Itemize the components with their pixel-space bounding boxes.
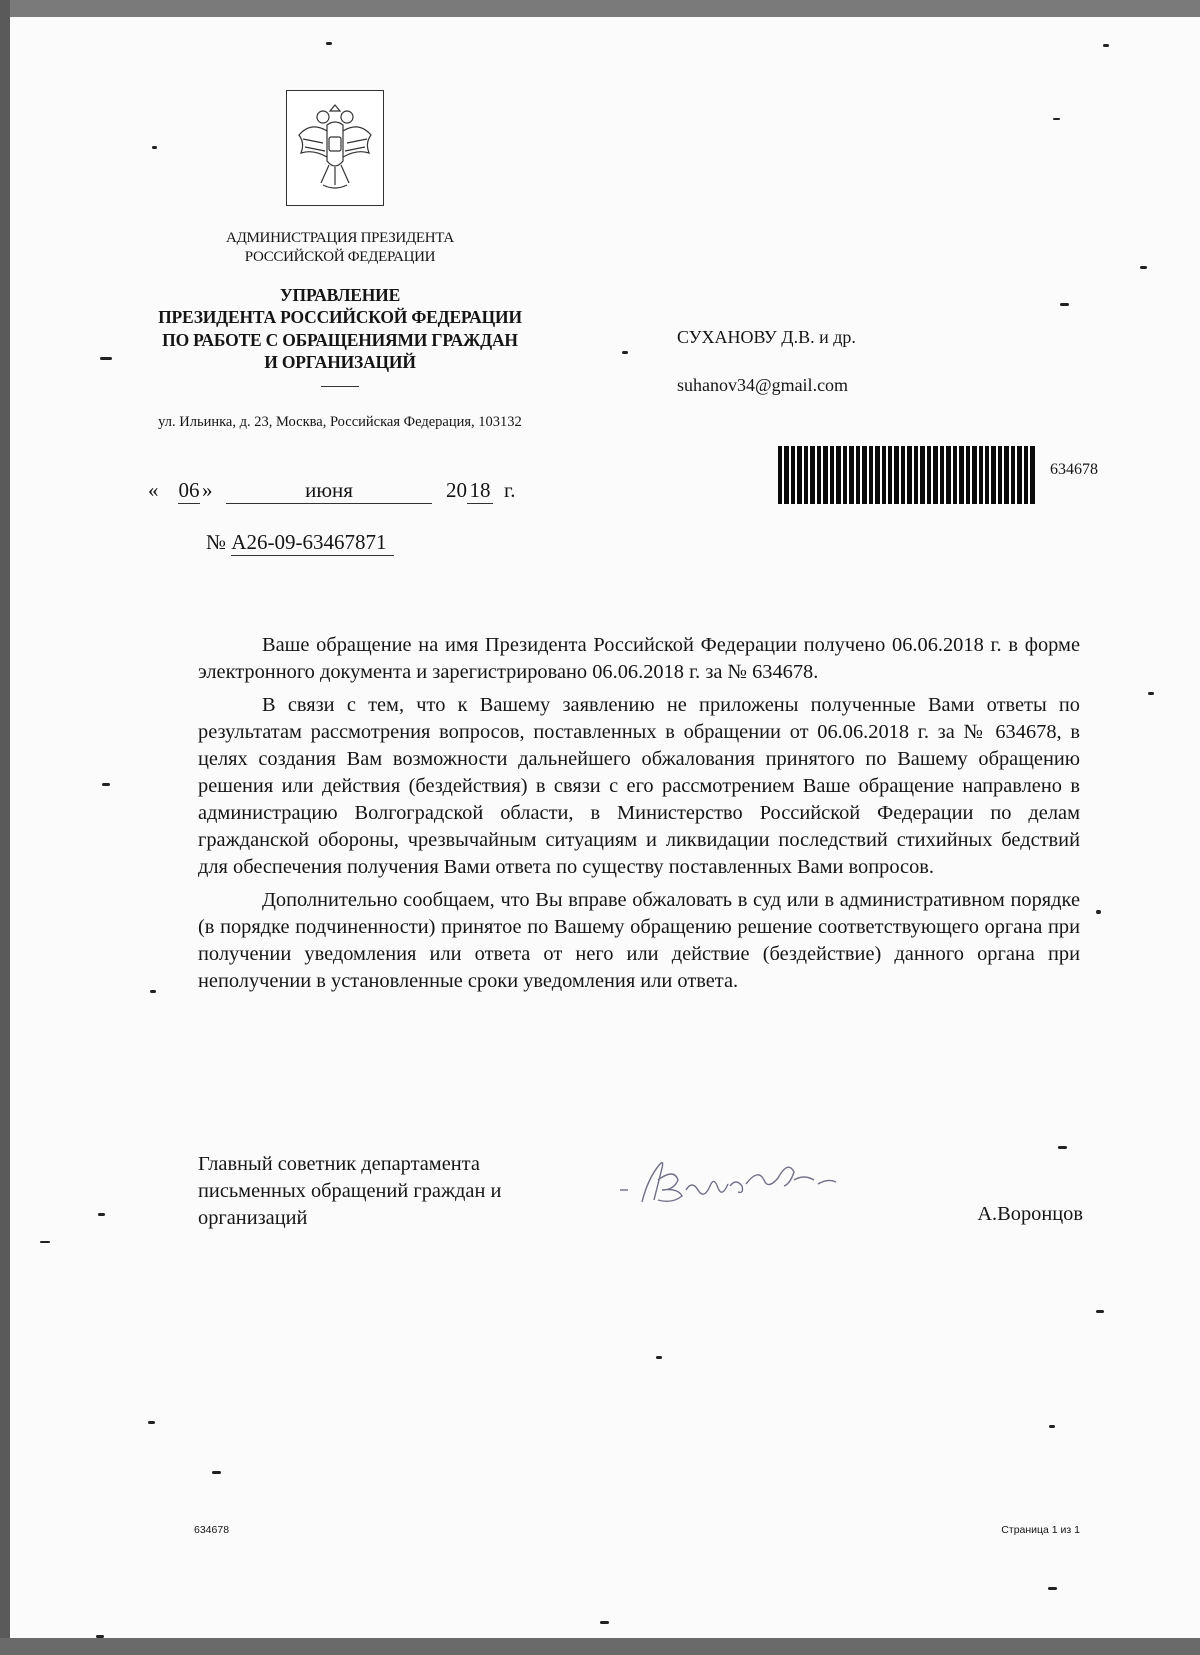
scan-speck: [326, 42, 332, 45]
scan-speck: [152, 146, 157, 149]
scan-speck: [1053, 118, 1060, 120]
date-century: 20: [446, 478, 467, 502]
scan-speck: [212, 1471, 221, 1474]
signer-title-line-2: письменных обращений граждан и: [198, 1180, 502, 1202]
signer-title: [198, 1151, 501, 1232]
department-line-3: ПО РАБОТЕ С ОБРАЩЕНИЯМИ ГРАЖДАН: [162, 330, 518, 350]
barcode-number: 634678: [1050, 461, 1098, 478]
scan-edge-bottom: [0, 1638, 1200, 1655]
scan-speck: [150, 990, 156, 993]
scan-speck: [1148, 692, 1154, 695]
recipient-email: suhanov34@gmail.com: [677, 375, 849, 395]
scan-speck: [1096, 1310, 1104, 1313]
scan-speck: [1103, 44, 1109, 47]
department-line-4: И ОРГАНИЗАЦИЙ: [264, 352, 416, 372]
administration-line-1: АДМИНИСТРАЦИЯ ПРЕЗИДЕНТА: [226, 230, 454, 246]
scan-speck: [622, 351, 628, 354]
scan-speck: [1060, 303, 1069, 306]
scan-speck: [148, 1421, 155, 1424]
barcode-graphic: [778, 446, 1035, 504]
administration-line-2: РОССИЙСКОЙ ФЕДЕРАЦИИ: [244, 249, 436, 265]
date-month: июня: [226, 478, 432, 504]
date-open-quote: «: [148, 478, 159, 502]
scan-speck: [600, 1621, 609, 1624]
body-paragraph-2: В связи с тем, что к Вашему заявлению не приложены полученные Вами ответы по результатам рассмотрения вопросов, поставленных в обращении от 06.06.2018 г. за № 634678, в целях создания Вам возможности дальнейшего обжалования принятого по Вашему обращению решения или действия (бездействия) в связи с его рассмотрением Ваше обращение направлено в администрацию Волгоградской области, в Министерство Российской Федерации по делам гражданской обороны, чрезвычайным ситуациям и ликвидации последствий стихийных бедствий для обеспечения получения Вами ответа по существу поставленных Вами вопросов.: [198, 694, 1080, 878]
footer-page-number: Страница 1 из 1: [1001, 1524, 1080, 1536]
scan-speck: [1140, 266, 1147, 269]
footer-document-id: 634678: [194, 1524, 230, 1536]
date-close-quote: »: [202, 478, 213, 502]
scan-speck: [98, 1213, 105, 1216]
scan-edge-left: [0, 0, 10, 1655]
department-divider: [321, 386, 359, 387]
handwritten-signature: [618, 1150, 858, 1215]
department-line-1: УПРАВЛЕНИЕ: [279, 285, 401, 305]
date-suffix: г.: [504, 478, 516, 502]
signer-name: А.Воронцов: [977, 1203, 1083, 1225]
scan-speck: [1049, 1425, 1055, 1428]
signer-title-line-1: Главный советник департамента: [198, 1153, 480, 1175]
body-paragraph-3: Дополнительно сообщаем, что Вы вправе обжаловать в суд или в административном порядке (в порядке подчиненности) принятое по Вашему обращению решение соответствующего органа при получении уведомления или ответа от него или действие (бездействие) данного органа при неполучении в установленные сроки уведомления или ответа.: [198, 889, 1080, 992]
scan-speck: [100, 357, 112, 360]
scan-speck: [102, 783, 110, 786]
signer-title-line-3: организаций: [198, 1207, 308, 1229]
scan-speck: [656, 1356, 662, 1359]
registration-prefix: №: [206, 530, 227, 554]
recipient-name: СУХАНОВУ Д.В. и др.: [677, 327, 856, 347]
date-day: 06: [178, 478, 200, 502]
department-line-2: ПРЕЗИДЕНТА РОССИЙСКОЙ ФЕДЕРАЦИИ: [158, 307, 522, 327]
scan-speck: [1048, 1587, 1057, 1590]
coat-of-arms-emblem: [286, 90, 384, 206]
scan-speck: [96, 1635, 104, 1638]
scan-speck: [1096, 910, 1101, 914]
sender-address: ул. Ильинка, д. 23, Москва, Российская Федерация, 103132: [158, 414, 522, 430]
registration-number: [206, 530, 394, 556]
body-paragraph-1: Ваше обращение на имя Президента Российской Федерации получено 06.06.2018 г. в форме электронного документа и зарегистрировано 06.06.2018 г. за № 634678.: [198, 634, 1080, 683]
scan-edge-top: [0, 0, 1200, 17]
letter-body: [198, 632, 1080, 1001]
scan-speck: [1058, 1146, 1067, 1149]
scan-speck: [40, 1241, 50, 1243]
date-year: 18: [467, 478, 493, 504]
registration-value: А26-09-63467871: [231, 530, 394, 556]
